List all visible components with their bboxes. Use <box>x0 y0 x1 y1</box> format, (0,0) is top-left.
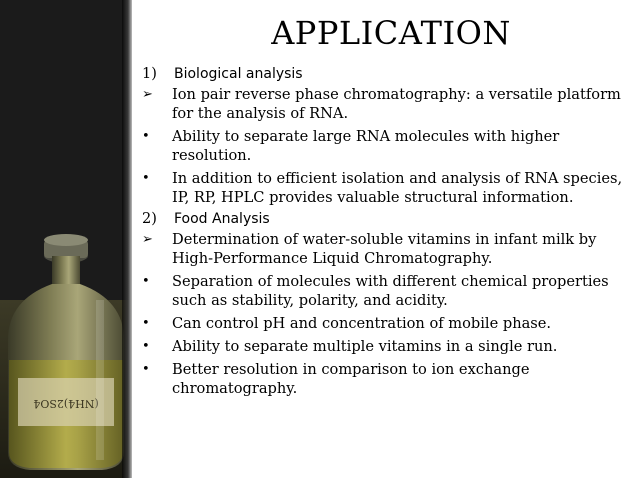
photo-edge-divider <box>122 0 132 478</box>
list-item <box>142 169 632 207</box>
list-item <box>142 85 632 123</box>
list-item-text: Ion pair reverse phase chromatography: a versatile platform for the analysis of RNA. <box>172 86 621 122</box>
list-item-text: In addition to efficient isolation and analysis of RNA species, IP, RP, HPLC provides valuable structural information. <box>172 170 623 206</box>
bullet-icon: • <box>142 316 150 331</box>
list-item <box>142 230 632 268</box>
list-item-text: Separation of molecules with different chemical properties such as stability, polarity, and acidity. <box>172 273 609 309</box>
bullet-icon: • <box>142 129 150 144</box>
list-item <box>142 272 632 310</box>
list-item-text: Better resolution in comparison to ion exchange chromatography. <box>172 361 530 397</box>
section-label: Food Analysis <box>174 211 270 227</box>
arrow-bullet-icon: ➢ <box>142 232 153 247</box>
list-item <box>142 127 632 165</box>
section-label: Biological analysis <box>174 66 303 82</box>
list-item <box>142 337 632 356</box>
bullet-icon: • <box>142 274 150 289</box>
list-item-text: Can control pH and concentration of mobile phase. <box>172 315 552 332</box>
section-heading-biological <box>142 66 632 82</box>
section-heading-food <box>142 211 632 227</box>
section-number: 1) <box>142 66 157 82</box>
list-item <box>142 360 632 398</box>
list-item-text: Ability to separate multiple vitamins in a single run. <box>172 338 558 355</box>
slide-title: APPLICATION <box>271 14 511 52</box>
slide-content <box>142 64 632 402</box>
bullet-icon: • <box>142 171 150 186</box>
reagent-bottle-icon <box>0 0 132 478</box>
section-number: 2) <box>142 211 157 227</box>
list-item <box>142 314 632 333</box>
bottle-label-text: (NH4)2SO4 <box>33 397 99 410</box>
list-item-text: Ability to separate large RNA molecules with higher resolution. <box>172 128 560 164</box>
bullet-icon: • <box>142 362 150 377</box>
reagent-bottle-photo <box>0 0 132 478</box>
list-item-text: Determination of water-soluble vitamins in infant milk by High-Performance Liquid Chromatography. <box>172 231 597 267</box>
bullet-icon: • <box>142 339 150 354</box>
arrow-bullet-icon: ➢ <box>142 87 153 102</box>
